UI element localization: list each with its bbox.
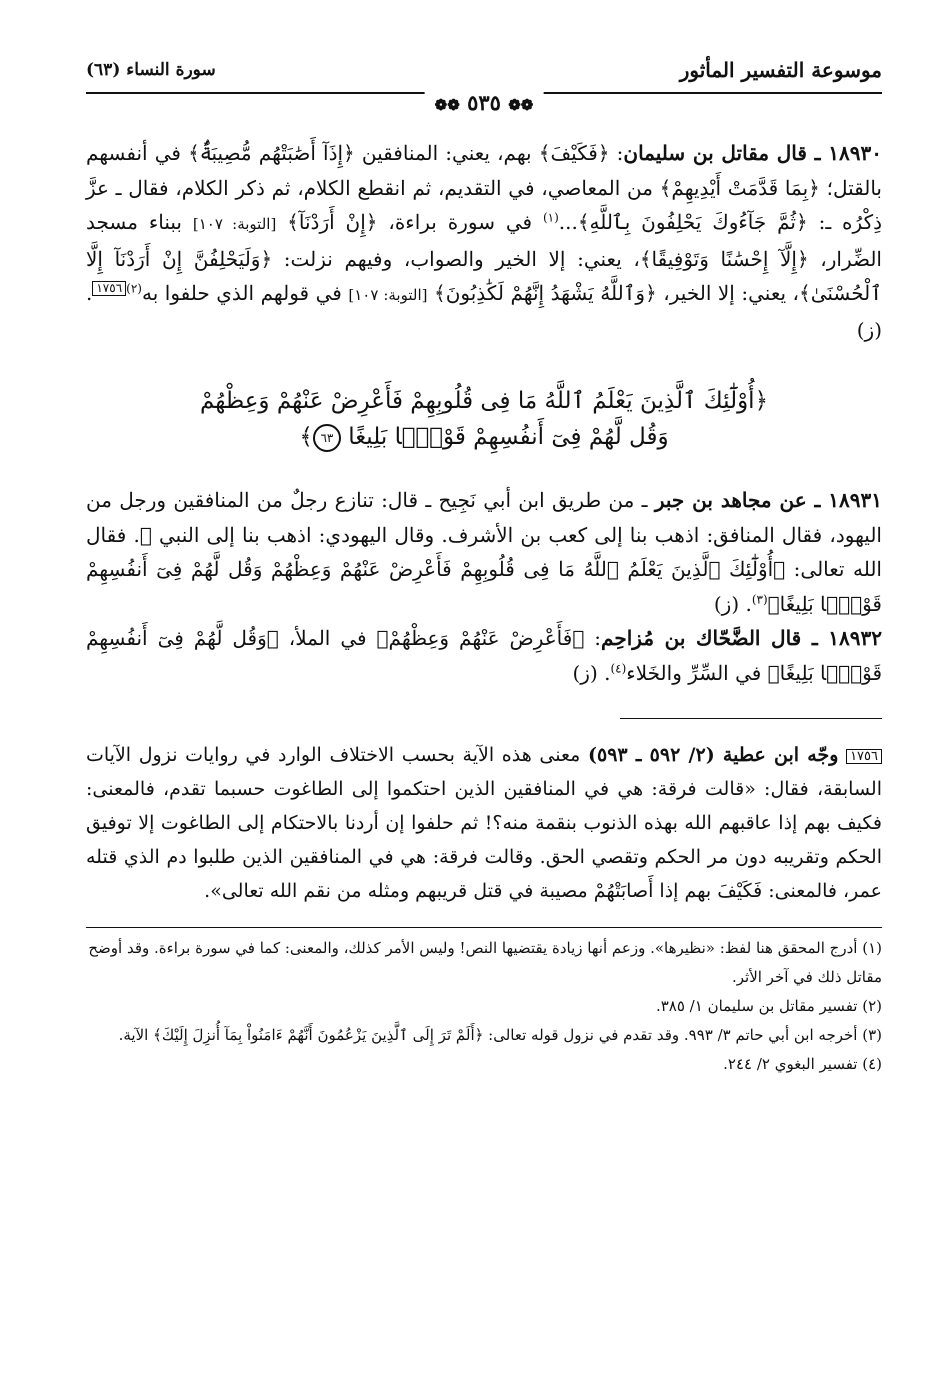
ornament-icon: ❁❁ [508, 96, 534, 114]
narration-18930 [86, 136, 882, 347]
footnote-ref[interactable]: (٤) [610, 660, 627, 675]
verse-line-1: ﴿أُوْلَٰٓئِكَ ٱلَّذِينَ يَعْلَمُ ٱللَّهُ مَا فِى قُلُوبِهِمْ فَأَعْرِضْ عَنْهُمْ وَعِظْهُمْ [199, 388, 769, 414]
verse-close-bracket: ﴾ [299, 424, 313, 450]
book-title: موسوعة التفسير المأثور [679, 58, 882, 82]
ornament-icon: ❁❁ [434, 96, 460, 114]
verse-line-2-text: وَقُل لَّهُمْ فِىٓ أَنفُسِهِمْ قَوْلًۢا بَلِيغًا [348, 424, 669, 450]
footnote-4: (٤) تفسير البغوي ٢/ ٢٤٤. [723, 1055, 882, 1073]
commentary-note-1756 [86, 738, 882, 908]
footnote-ref[interactable]: (٢) [126, 281, 142, 296]
narration-text: . (ز) [86, 281, 882, 342]
verse-reference: [التوبة: ١٠٧] [348, 286, 428, 304]
narration-18931 [86, 483, 882, 621]
quran-verse [126, 383, 842, 455]
footnote-3: (٣) أخرجه ابن أبي حاتم ٣/ ٩٩٣. وقد تقدم في نزول قوله تعالى: ﴿أَلَمْ تَرَ إِلَى ٱلَّذِينَ يَزْعُمُونَ أَنَّهُمْ ءَامَنُواْ بِمَآ أُنزِلَ إِلَيْكَ﴾ الآية. [118, 1026, 882, 1044]
page [86, 52, 882, 1079]
footnote-1: (١) أدرج المحقق هنا لفظ: «نظيرها». وزعم أنها زيادة يقتضيها النص! وليس الأمر كذلك، والمعنى: كما في سورة براءة. وقد أوضح مقاتل ذلك في آخر الأثر. [88, 939, 882, 986]
narration-number-and-intro: ١٨٩٣١ ـ عن [771, 488, 883, 512]
narrator-name: الضَّحّاك بن مُزاحِم [601, 626, 761, 650]
narration-number-and-intro: ١٨٩٣٢ ـ قال [760, 626, 882, 650]
narration-text: ببناء مسجد الضِّرار، ﴿إِلَّآ إِحْسَٰنًا وَتَوْفِيقًا﴾، يعني: إلا الخير والصواب، وفيهم نزلت: ﴿وَلَيَحْلِفُنَّ إِنْ أَرَدْنَآ إِلَّا ٱلْحُسْنَىٰ﴾، يعني: إلا الخير، ﴿وَٱللَّهُ يَشْهَدُ إِنَّهُمْ لَكَٰذِبُونَ﴾ [86, 210, 882, 305]
running-header [86, 52, 882, 115]
commentary-box-label: ١٧٥٦ [846, 749, 882, 764]
verse-number-icon: ٦٣ [313, 424, 341, 452]
narration-text: : ﴿فَأَعْرِضْ عَنْهُمْ وَعِظْهُمْ﴾ في الملأ، ﴿وَقُل لَّهُمْ فِىٓ أَنفُسِهِمْ قَوْلًۢا بَلِيغًا﴾ في السِّرِّ والخَلاء [86, 626, 882, 685]
narration-text: في سورة براءة، ﴿إِنْ أَرَدْنَآ﴾ [276, 210, 543, 234]
footnote-ref[interactable]: (٣) [751, 591, 768, 606]
commentary-box-ref[interactable]: ١٧٥٦ [92, 281, 126, 296]
page-number-value: ٥٣٥ [467, 90, 501, 115]
verse-reference: [التوبة: ١٠٧] [192, 215, 277, 233]
page-number [425, 90, 544, 115]
narration-text: ـ من طريق ابن أبي نَجِيح ـ قال: تنازع رجلٌ من المنافقين ورجل من اليهود، فقال المنافق: اذهب بنا إلى كعب بن الأشرف. وقال اليهودي: اذهب بنا إلى النبي ﷺ. فقال الله تعالى: ﴿أُوْلَٰٓئِكَ ٱلَّذِينَ يَعْلَمُ ٱللَّهُ مَا فِى قُلُوبِهِمْ فَأَعْرِضْ عَنْهُمْ وَعِظْهُمْ وَقُل لَّهُمْ فِىٓ أَنفُسِهِمْ قَوْلًۢا بَلِيغًا﴾ [86, 488, 882, 616]
commentary-scholar: وجّه ابن عطية (٢/ ٥٩٢ ـ ٥٩٣) [588, 744, 839, 766]
surah-title: سورة النساء (٦٣) [86, 60, 216, 80]
narration-text: . (ز) [572, 660, 611, 685]
footnote-ref[interactable]: (١) [542, 210, 559, 225]
footnotes [86, 927, 882, 1079]
verse-line-2 [126, 419, 842, 455]
narration-18932 [86, 621, 882, 690]
footnote-2: (٢) تفسير مقاتل بن سليمان ١/ ٣٨٥. [655, 997, 882, 1015]
commentary-text: معنى هذه الآية بحسب الاختلاف الوارد في روايات نزول الآيات السابقة، فقال: «قالت فرقة: هي في المنافقين الذين احتكموا إلى الطاغوت حسبما تقدم، فالمعنى: فكيف بهم إذا عاقبهم الله بهذه الذنوب بنقمة منه؟! ثم حلفوا إن أردنا بالاحتكام إلى الطاغوت إلا توفيق الحكم وتقريبه دون مر الحكم وتقصي الحق. وقالت فرقة: هي في المنافقين الذين طلبوا دم الذي قتله عمر، فالمعنى: فَكَيْفَ بهم إذا أَصابَتْهُمْ مصيبة في قتل قريبهم ومثله من نقم الله تعالى». [86, 744, 882, 902]
commentary-divider [620, 718, 882, 719]
narration-text: في قولهم الذي حلفوا به [141, 281, 349, 305]
narrator-name: مجاهد بن جبر [654, 488, 772, 512]
narration-text: : ﴿فَكَيْفَ﴾ بهم، يعني: المنافقين ﴿إِذَآ أَصَٰبَتْهُم مُّصِيبَةٌۢ﴾ في أنفسهم بالقتل؛ ﴿بِمَا قَدَّمَتْ أَيْدِيهِمْ﴾ من المعاصي، في التقديم، ثم انقطع الكلام، ثم ذكر الكلام، فقال ـ عزَّ ذِكْرُه ـ: ﴿ثُمَّ جَآءُوكَ يَحْلِفُونَ بِٱللَّهِ﴾... [86, 141, 883, 234]
narration-number-and-intro: ١٨٩٣٠ ـ قال [769, 141, 882, 165]
narration-text: . (ز) [713, 591, 752, 616]
main-text [86, 136, 882, 690]
narrator-name: مقاتل بن سليمان [623, 141, 770, 165]
